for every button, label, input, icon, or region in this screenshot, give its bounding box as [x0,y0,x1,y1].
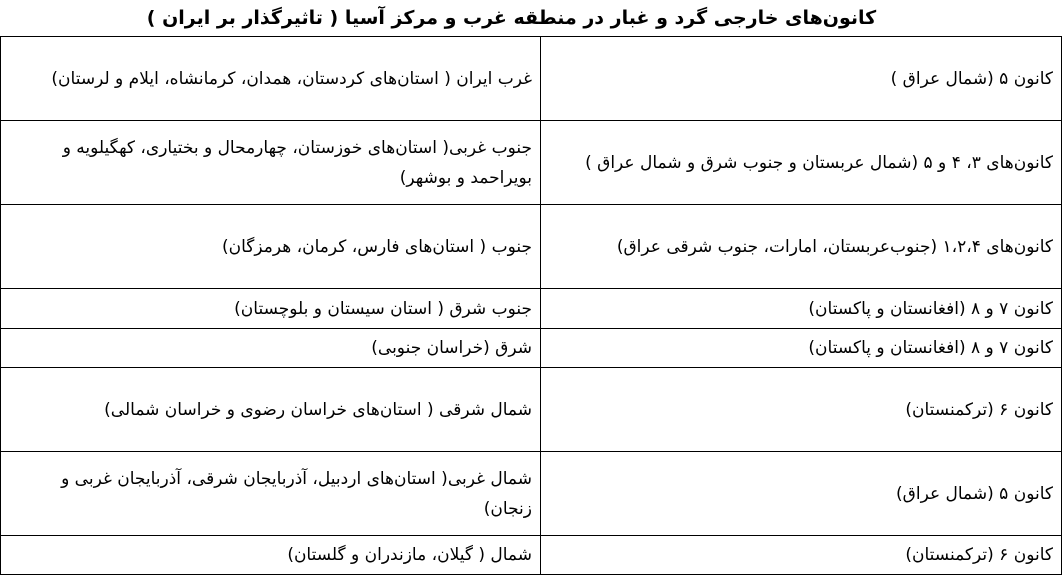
affected-region-cell: غرب ایران ( استان‌های کردستان، همدان، کرمانشاه، ایلام و لرستان) [1,37,541,121]
dust-source-cell: کانون ۷ و ۸ (افغانستان و پاکستان) [541,289,1062,329]
table-row [1,205,1062,289]
dust-sources-table [0,36,1062,575]
affected-region-cell: جنوب ( استان‌های فارس، کرمان، هرمزگان) [1,205,541,289]
dust-source-cell: کانون ۵ (شمال عراق) [541,452,1062,536]
table-row [1,536,1062,575]
table-row [1,368,1062,452]
table-row [1,289,1062,329]
table-row [1,329,1062,368]
affected-region-cell: شمال شرقی ( استان‌های خراسان رضوی و خراسان شمالی) [1,368,541,452]
dust-source-cell: کانون‌های ۳، ۴ و ۵ (شمال عربستان و جنوب شرق و شمال عراق ) [541,121,1062,205]
page-title: کانون‌های خارجی گرد و غبار در منطقه غرب و مرکز آسیا ( تاثیرگذار بر ایران ) [146,7,877,29]
dust-source-cell: کانون‌های ۱،۲،۴ (جنوب‌عربستان، امارات، جنوب شرقی عراق) [541,205,1062,289]
table-row [1,452,1062,536]
affected-region-cell: شمال ( گیلان، مازندران و گلستان) [1,536,541,575]
affected-region-cell: جنوب غربی( استان‌های خوزستان، چهارمحال و بختیاری، کهگیلویه و بویراحمد و بوشهر) [1,121,541,205]
dust-source-cell: کانون ۶ (ترکمنستان) [541,536,1062,575]
table-row [1,37,1062,121]
dust-source-cell: کانون ۵ (شمال عراق ) [541,37,1062,121]
dust-source-cell: کانون ۷ و ۸ (افغانستان و پاکستان) [541,329,1062,368]
affected-region-cell: شرق (خراسان جنوبی) [1,329,541,368]
affected-region-cell: جنوب شرق ( استان سیستان و بلوچستان) [1,289,541,329]
table-row [1,121,1062,205]
affected-region-cell: شمال غربی( استان‌های اردبیل، آذربایجان شرقی، آذربایجان غربی و زنجان) [1,452,541,536]
dust-source-cell: کانون ۶ (ترکمنستان) [541,368,1062,452]
